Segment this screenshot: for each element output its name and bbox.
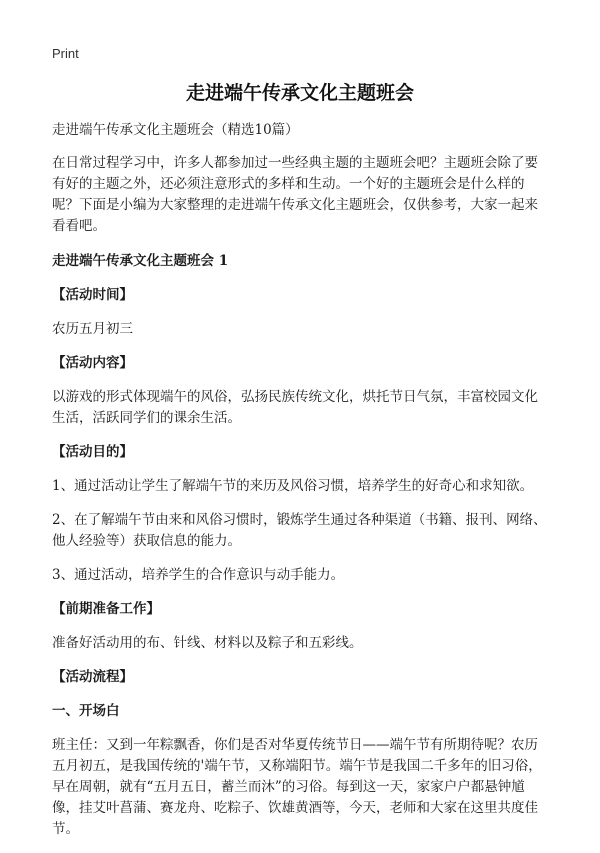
opening-heading: 一、开场白 xyxy=(52,703,120,719)
article-subtitle: 走进端午传承文化主题班会（精选10篇） xyxy=(52,122,299,138)
time-heading: 【活动时间】 xyxy=(52,287,133,303)
section-heading: 走进端午传承文化主题班会 1 xyxy=(52,253,229,269)
goal-item-1: 1、通过活动让学生了解端午节的来历及风俗习惯，培养学生的好奇心和求知欲。 xyxy=(52,478,534,494)
article-body xyxy=(52,120,548,853)
content-heading: 【活动内容】 xyxy=(52,355,133,371)
goal-heading: 【活动目的】 xyxy=(52,444,133,460)
goal-item-3: 3、通过活动，培养学生的合作意识与动手能力。 xyxy=(52,567,345,583)
opening-text: 班主任：又到一年粽飘香，你们是否对华夏传统节日——端午节有所期待呢？农历五月初五，是我国传统的'端午节，又称端阳节。端午节是我国二千多年的旧习俗，早在周朝，就有“五月五日，蓄兰而沐”的习俗。每到这一天，家家户户都悬钟馗像，挂艾叶菖蒲、赛龙舟、吃粽子、饮雄黄酒等，今天，老师和大家在这里共度佳节。 xyxy=(52,737,542,837)
content-text: 以游戏的形式体现端午的风俗，弘扬民族传统文化，烘托节日气氛，丰富校园文化生活，活跃同学们的课余生活。 xyxy=(52,389,538,426)
page-title: 走进端午传承文化主题班会 xyxy=(185,82,414,104)
print-link[interactable]: Print xyxy=(52,46,79,61)
prep-text: 准备好活动用的布、针线、材料以及粽子和五彩线。 xyxy=(52,635,363,651)
prep-heading: 【前期准备工作】 xyxy=(52,601,160,617)
goal-item-2: 2、在了解端午节由来和风俗习惯时，锻炼学生通过各种渠道（书籍、报刊、网络、他人经验等）获取信息的能力。 xyxy=(52,512,547,549)
flow-heading: 【活动流程】 xyxy=(52,669,133,685)
time-text: 农历五月初三 xyxy=(52,321,133,337)
intro-paragraph: 在日常过程学习中，许多人都参加过一些经典主题的主题班会吧？主题班会除了要有好的主题之外，还必须注意形式的多样和生动。一个好的主题班会是什么样的呢？下面是小编为大家整理的走进端午传承文化主题班会，仅供参考，大家一起来看看吧。 xyxy=(52,155,538,234)
